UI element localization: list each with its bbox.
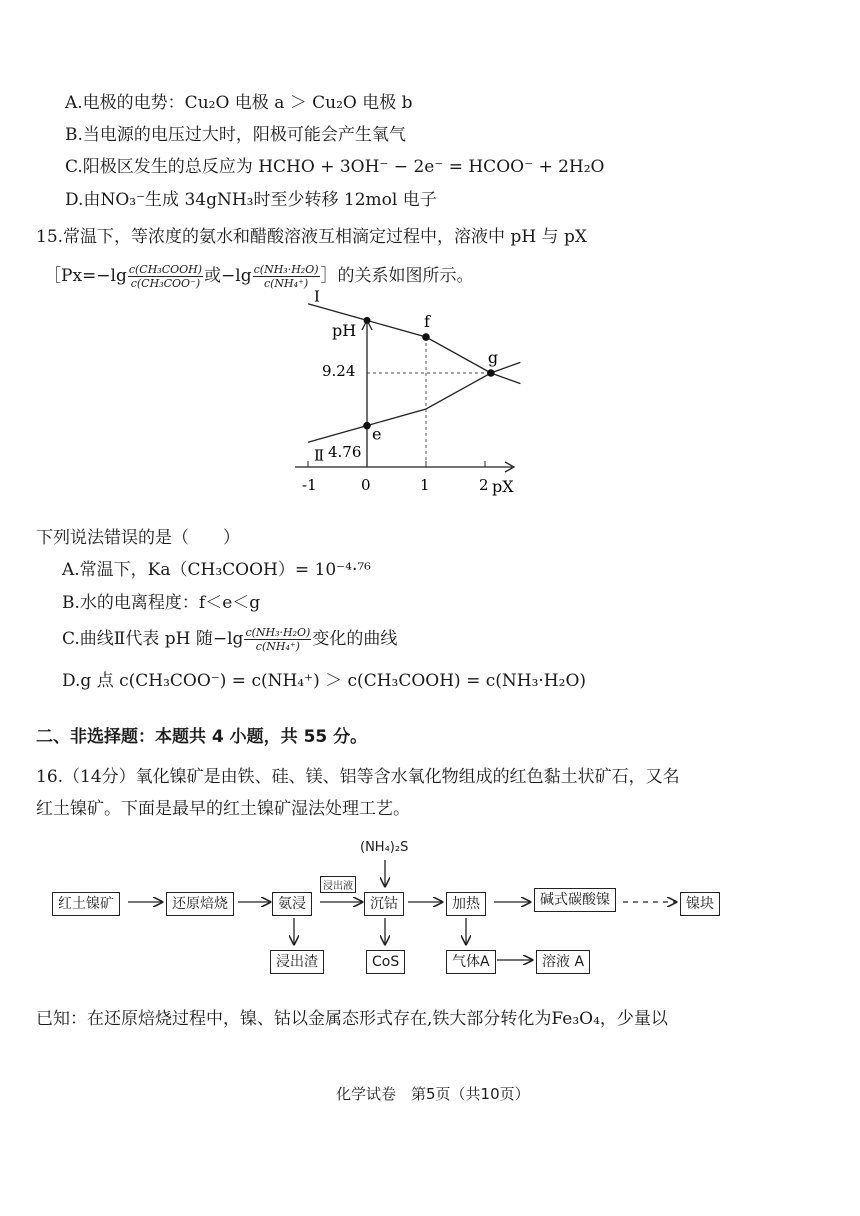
q15-fraction-2-den: c(NH₄⁺) xyxy=(263,277,309,290)
flow-node-solution-a: 溶液 A xyxy=(536,950,590,974)
q15-option-d: D.g 点 c(CH₃COO⁻) = c(NH₄⁺) ＞ c(CH₃COOH) = c(NH₃·H₂O) xyxy=(62,671,587,691)
q15-def-open: ［Px=−lg xyxy=(44,266,127,286)
q16-stem-line-1: 16.（14分）氧化镍矿是由铁、硅、镁、铝等含水氧化物组成的红色黏土状矿石，又名 xyxy=(36,767,680,787)
q15-def-or: 或−lg xyxy=(204,266,252,286)
q15-fraction-2-num: c(NH₃·H₂O) xyxy=(253,263,319,276)
point-label-g: g xyxy=(487,348,499,367)
q15-option-c-den: c(NH₄⁺) xyxy=(255,640,300,653)
q15-option-a: A.常温下，Ka（CH₃COOH）= 10⁻⁴·⁷⁶ xyxy=(62,560,371,580)
flow-node-cos: CoS xyxy=(366,950,405,974)
q15-option-c-post: 变化的曲线 xyxy=(312,629,398,649)
x-axis-label: pX xyxy=(492,477,514,496)
flow-node-leach-residue: 浸出渣 xyxy=(270,950,324,974)
flow-node-laterite: 红土镍矿 xyxy=(52,892,120,916)
q15-stem: 15.常温下，等浓度的氨水和醋酸溶液互相滴定过程中，溶液中 pH 与 pX xyxy=(36,227,587,247)
y-axis-label: pH xyxy=(332,321,357,340)
q15-option-c-pre: C.曲线Ⅱ代表 pH 随−lg xyxy=(62,629,244,649)
q15-fraction-1-num: c(CH₃COOH) xyxy=(128,263,203,276)
flow-node-basic-nickel-carbonate: 碱式碳酸镍 xyxy=(534,888,616,912)
flow-node-heating: 加热 xyxy=(446,892,486,916)
flow-label-leachate: 浸出液 xyxy=(320,876,356,893)
flow-node-ammonia-leach: 氨浸 xyxy=(272,892,312,916)
point-label-f: f xyxy=(424,312,430,332)
x-tick-label--1: -1 xyxy=(302,476,317,494)
value-label-9-24: 9.24 xyxy=(322,362,356,380)
q14-option-d-ion: NO₃⁻ xyxy=(100,190,146,210)
q16-stem-line-2: 红土镍矿。下面是最早的红土镍矿湿法处理工艺。 xyxy=(36,799,410,819)
reagent-label: (NH₄)₂S xyxy=(360,840,409,855)
q15-prompt: 下列说法错误的是（ ） xyxy=(36,528,240,548)
x-tick-label-0: 0 xyxy=(361,476,371,494)
q14-option-b: B.当电源的电压过大时，阳极可能会产生氧气 xyxy=(65,125,406,145)
q15-def-close: ］的关系如图所示。 xyxy=(320,266,474,286)
q15-option-b: B.水的电离程度：f＜e＜g xyxy=(62,593,261,613)
point-label-e: e xyxy=(372,424,382,444)
flow-node-gas-a: 气体A xyxy=(446,950,496,974)
flow-node-cobalt-precipitation: 沉钴 xyxy=(364,892,404,916)
series-label-2: Ⅱ xyxy=(314,446,325,465)
q15-fraction-1-den: c(CH₃COO⁻) xyxy=(130,277,201,290)
series-label-1: Ⅰ xyxy=(314,287,320,306)
x-tick-label-2: 2 xyxy=(479,476,489,494)
flow-node-nickel-block: 镍块 xyxy=(680,892,720,916)
q14-option-c: C.阳极区发生的总反应为 HCHO + 3OH⁻ − 2e⁻ = HCOO⁻ + 2H₂O xyxy=(65,157,605,177)
x-tick-label-1: 1 xyxy=(420,476,430,494)
section-2-heading: 二、非选择题：本题共 4 小题，共 55 分。 xyxy=(36,727,368,747)
q14-option-d-post: 生成 34gNH₃时至少转移 12mol 电子 xyxy=(145,190,437,210)
page-footer: 化学试卷 第5页（共10页） xyxy=(336,1085,530,1103)
value-label-4-76: 4.76 xyxy=(328,443,362,461)
q16-known: 已知：在还原焙烧过程中，镍、钴以金属态形式存在,铁大部分转化为Fe₃O₄，少量以 xyxy=(36,1009,668,1029)
q15-option-c-num: c(NH₃·H₂O) xyxy=(245,626,311,639)
q14-option-a: A.电极的电势：Cu₂O 电极 a ＞ Cu₂O 电极 b xyxy=(65,93,413,113)
q14-option-d-pre: D.由 xyxy=(65,190,101,210)
flow-node-roasting: 还原焙烧 xyxy=(166,892,234,916)
